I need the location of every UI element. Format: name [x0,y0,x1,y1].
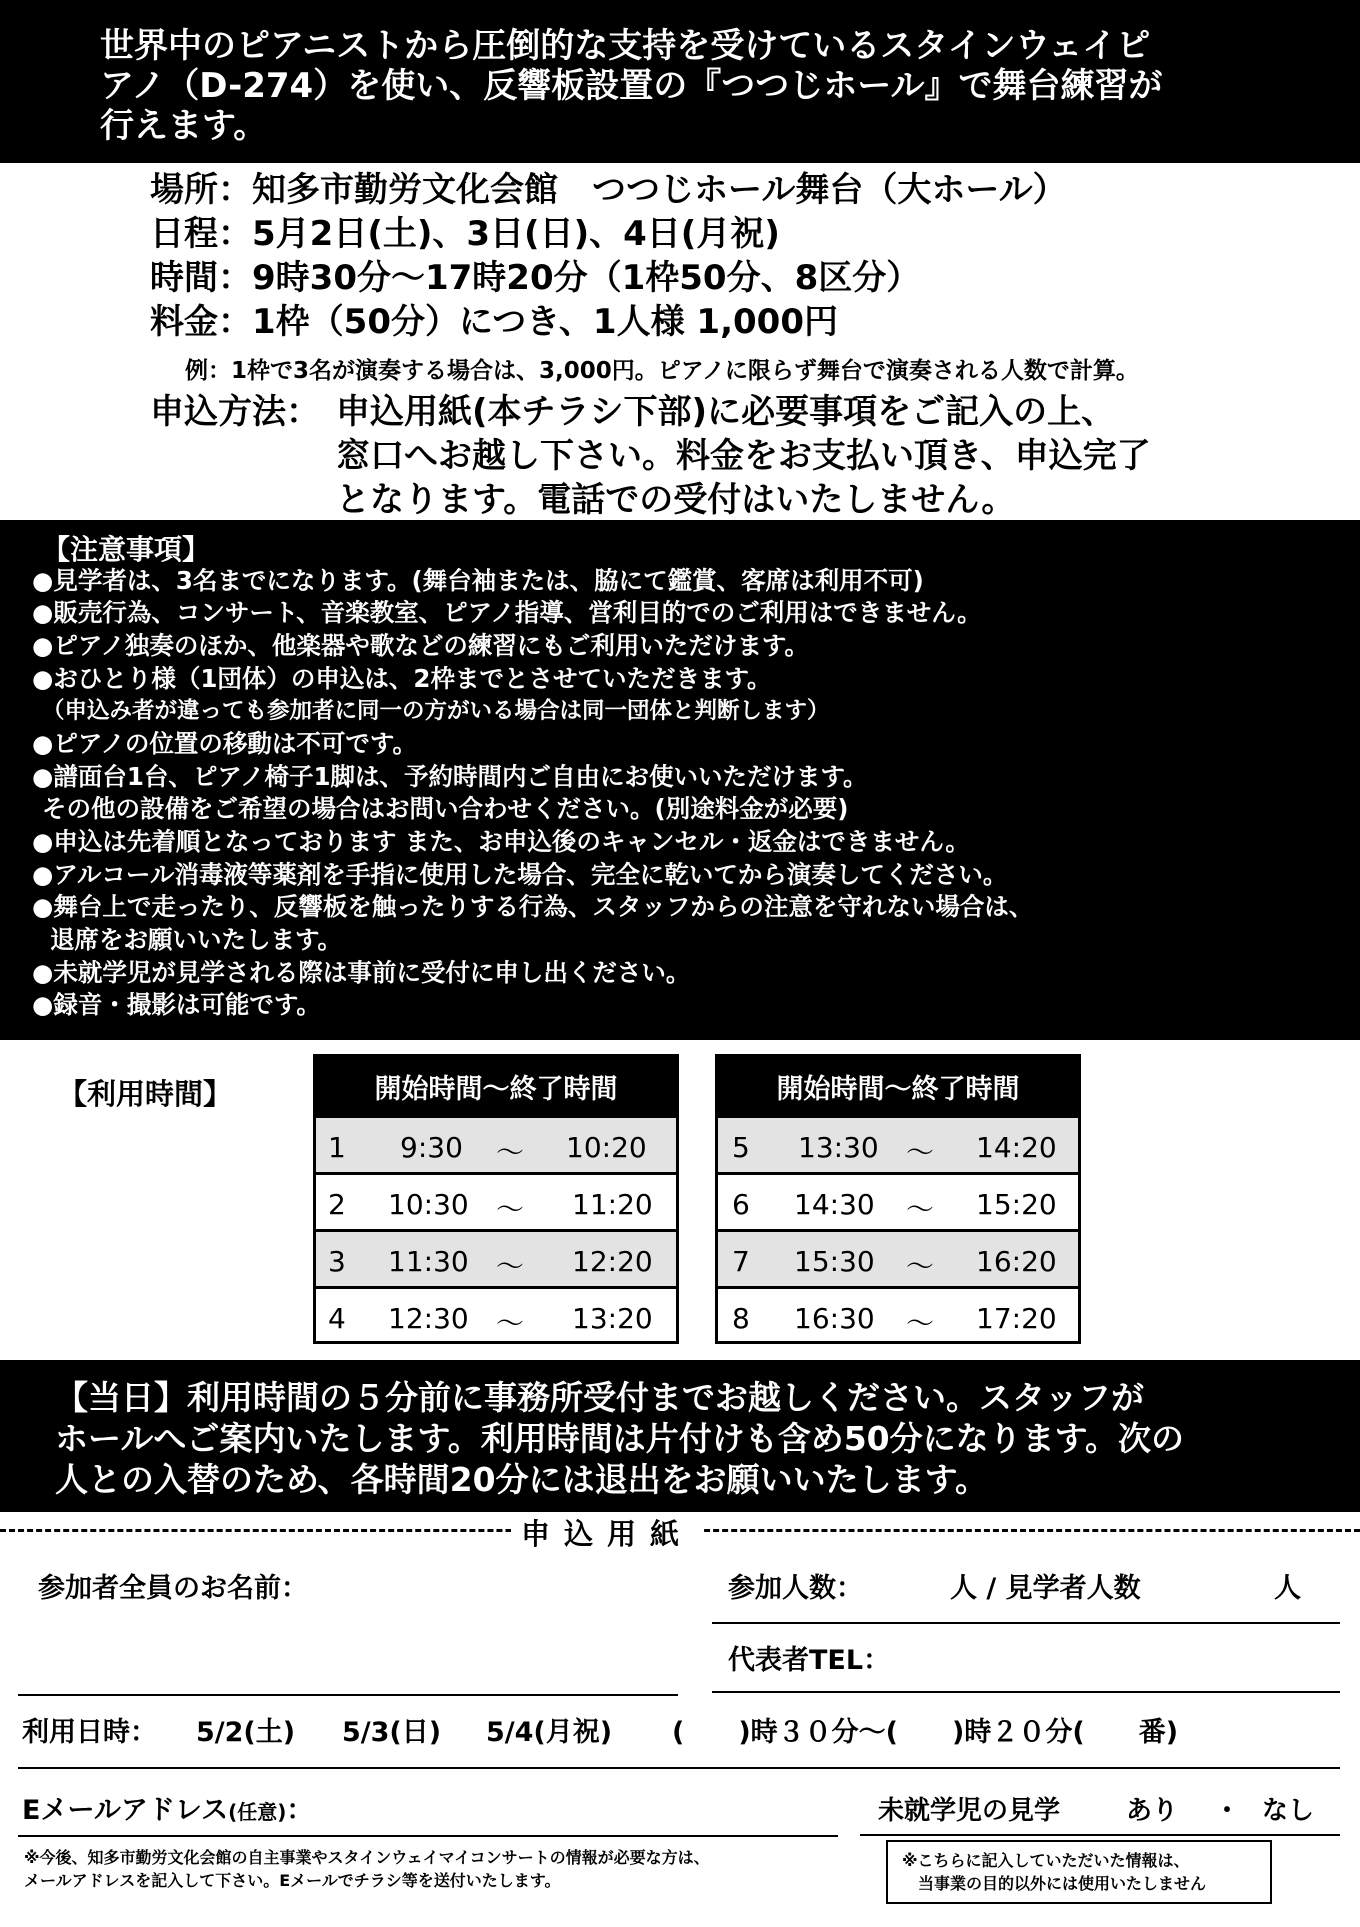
privacy-line: ※こちらに記入していただいた情報は、 [902,1851,1190,1870]
method-line: となります。電話での受付はいたしません。 [336,480,1016,520]
email-optional: (任意) [228,1800,287,1824]
visitor-unit: 人 [1274,1573,1301,1604]
slot-number: 6 [732,1188,750,1221]
table-row [316,1115,676,1172]
slot-separator: ～ [906,1307,935,1340]
form-line [860,1834,1340,1836]
note-item: ●見学者は、3名までになります。(舞台袖または、脇にて鑑賞、客席は利用不可) [32,566,924,595]
slot-end: 17:20 [976,1302,1057,1335]
table-row [316,1286,676,1343]
date-option[interactable]: 5/4(月祝) [486,1717,613,1748]
day-text [55,1377,1345,1500]
slot-separator: ～ [906,1136,935,1169]
table-row [718,1172,1078,1229]
day-line: 人との入替のため、各時間20分には退出をお願いいたします。 [55,1460,988,1499]
note-item: ●販売行為、コンサート、音楽教室、ピアノ指導、営利目的でのご利用はできません。 [32,598,982,627]
info-date: 日程：5月2日(土)、3日(日)、4日(月祝) [150,214,780,254]
table-row [718,1115,1078,1172]
info-place: 場所：知多市勤労文化会館 つつじホール舞台（大ホール） [150,170,1067,210]
slot-end: 16:20 [976,1245,1057,1278]
method-line: 申込用紙(本チラシ下部)に必要事項をご記入の上、 [336,392,1116,432]
note-item: その他の設備をご希望の場合はお問い合わせください。(別途料金が必要) [42,794,849,823]
form-title: 申込用紙 [511,1512,703,1553]
schedule-label: 【利用時間】 [58,1077,233,1111]
slot-start: 12:30 [388,1302,469,1335]
method-label: 申込方法： [150,392,320,432]
names-label: 参加者全員のお名前： [38,1573,308,1604]
slot-start: 15:30 [794,1245,875,1278]
slot-end: 11:20 [572,1188,653,1221]
tel-label: 代表者TEL： [728,1645,891,1676]
datetime-label: 利用日時： [22,1717,157,1748]
slot-separator: ～ [496,1136,525,1169]
table-row [718,1229,1078,1286]
slot-separator: ～ [906,1250,935,1283]
schedule-header: 開始時間～終了時間 [316,1057,676,1115]
table-row [718,1286,1078,1343]
slot-end: 10:20 [566,1131,647,1164]
footnote-line: ※今後、知多市勤労文化会館の自主事業やスタインウェイマイコンサートの情報が必要な方は、 [24,1848,710,1867]
slot-end: 15:20 [976,1188,1057,1221]
note-item: ●録音・撮影は可能です。 [32,990,321,1019]
time-fill[interactable]: ( )時３０分～( )時２０分( 番) [672,1717,1179,1748]
note-item: ●おひとり様（1団体）の申込は、2枠までとさせていただきます。 [32,664,772,693]
privacy-box [886,1840,1272,1904]
slot-separator: ～ [496,1250,525,1283]
email-label [22,1788,313,1827]
intro-line: 世界中のピアニストから圧倒的な支持を受けているスタインウェイピ [100,26,1151,66]
child-no[interactable]: なし [1262,1796,1315,1826]
method-line: 窓口へお越し下さい。料金をお支払い頂き、申込完了 [336,436,1151,476]
info-example: 例：1枠で3名が演奏する場合は、3,000円。ピアノに限らず舞台で演奏される人数で計算。 [185,358,1139,384]
schedule-table-left [313,1054,679,1344]
privacy-note [902,1849,1206,1895]
intro-text [100,26,1280,146]
count-unit: 人 / 見学者人数 [950,1573,1141,1604]
form-line [712,1691,1340,1693]
slot-start: 9:30 [400,1131,463,1164]
slot-end: 12:20 [572,1245,653,1278]
slot-start: 10:30 [388,1188,469,1221]
slot-end: 13:20 [572,1302,653,1335]
schedule-header: 開始時間～終了時間 [718,1057,1078,1115]
note-item: ●アルコール消毒液等薬剤を手指に使用した場合、完全に乾いてから演奏してください。 [32,860,1008,889]
footnote-line: メールアドレスを記入して下さい。Eメールでチラシ等を送付いたします。 [24,1871,561,1890]
note-item: ●譜面台1台、ピアノ椅子1脚は、予約時間内ご自由にお使いいただけます。 [32,762,868,791]
child-dot: ・ [1214,1796,1241,1826]
note-item: ●申込は先着順となっております また、お申込後のキャンセル・返金はできません。 [32,827,970,856]
slot-number: 3 [328,1245,346,1278]
table-row [316,1172,676,1229]
slot-number: 7 [732,1245,750,1278]
day-line: ホールへご案内いたします。利用時間は片付けも含め50分になります。次の [55,1419,1184,1458]
slot-separator: ～ [906,1193,935,1226]
form-line [712,1622,1340,1624]
privacy-line: 当事業の目的以外には使用いたしません [902,1874,1207,1893]
note-item: 退席をお願いいたします。 [50,925,343,954]
note-item: （申込み者が違っても参加者に同一の方がいる場合は同一団体と判断します） [42,698,830,724]
form-line [18,1767,1340,1769]
slot-start: 16:30 [794,1302,875,1335]
child-label: 未就学児の見学 [878,1796,1061,1826]
note-item: ●ピアノの位置の移動は不可です。 [32,729,417,758]
form-line [18,1835,838,1837]
day-line: 【当日】利用時間の５分前に事務所受付までお越しください。スタッフが [55,1378,1144,1417]
footnote [24,1846,710,1892]
form-line [18,1694,678,1696]
info-time: 時間：9時30分～17時20分（1枠50分、8区分） [150,258,921,298]
slot-number: 1 [328,1131,346,1164]
slot-number: 4 [328,1302,346,1335]
note-item: ●ピアノ独奏のほか、他楽器や歌などの練習にもご利用いただけます。 [32,631,809,660]
notes-heading: 【注意事項】 [42,533,211,566]
note-item: ●未就学児が見学される際は事前に受付に申し出ください。 [32,958,691,987]
slot-start: 11:30 [388,1245,469,1278]
slot-start: 13:30 [798,1131,879,1164]
date-option[interactable]: 5/2(土) [196,1717,296,1748]
slot-end: 14:20 [976,1131,1057,1164]
slot-separator: ～ [496,1307,525,1340]
slot-separator: ～ [496,1193,525,1226]
slot-number: 2 [328,1188,346,1221]
count-label: 参加人数： [728,1573,863,1604]
email-label-text: Eメールアドレス [22,1795,229,1826]
intro-line: アノ（D-274）を使い、反響板設置の『つつじホール』で舞台練習が [100,66,1163,106]
child-yes[interactable]: あり [1126,1796,1179,1826]
note-item: ●舞台上で走ったり、反響板を触ったりする行為、スタッフからの注意を守れない場合は、 [32,892,1034,921]
info-fee: 料金：1枠（50分）につき、1人様 1,000円 [150,302,838,342]
intro-line: 行えます。 [100,106,268,146]
email-colon: ： [286,1795,314,1826]
date-option[interactable]: 5/3(日) [342,1717,442,1748]
slot-start: 14:30 [794,1188,875,1221]
slot-number: 8 [732,1302,750,1335]
slot-number: 5 [732,1131,750,1164]
schedule-table-right [715,1054,1081,1344]
table-row [316,1229,676,1286]
